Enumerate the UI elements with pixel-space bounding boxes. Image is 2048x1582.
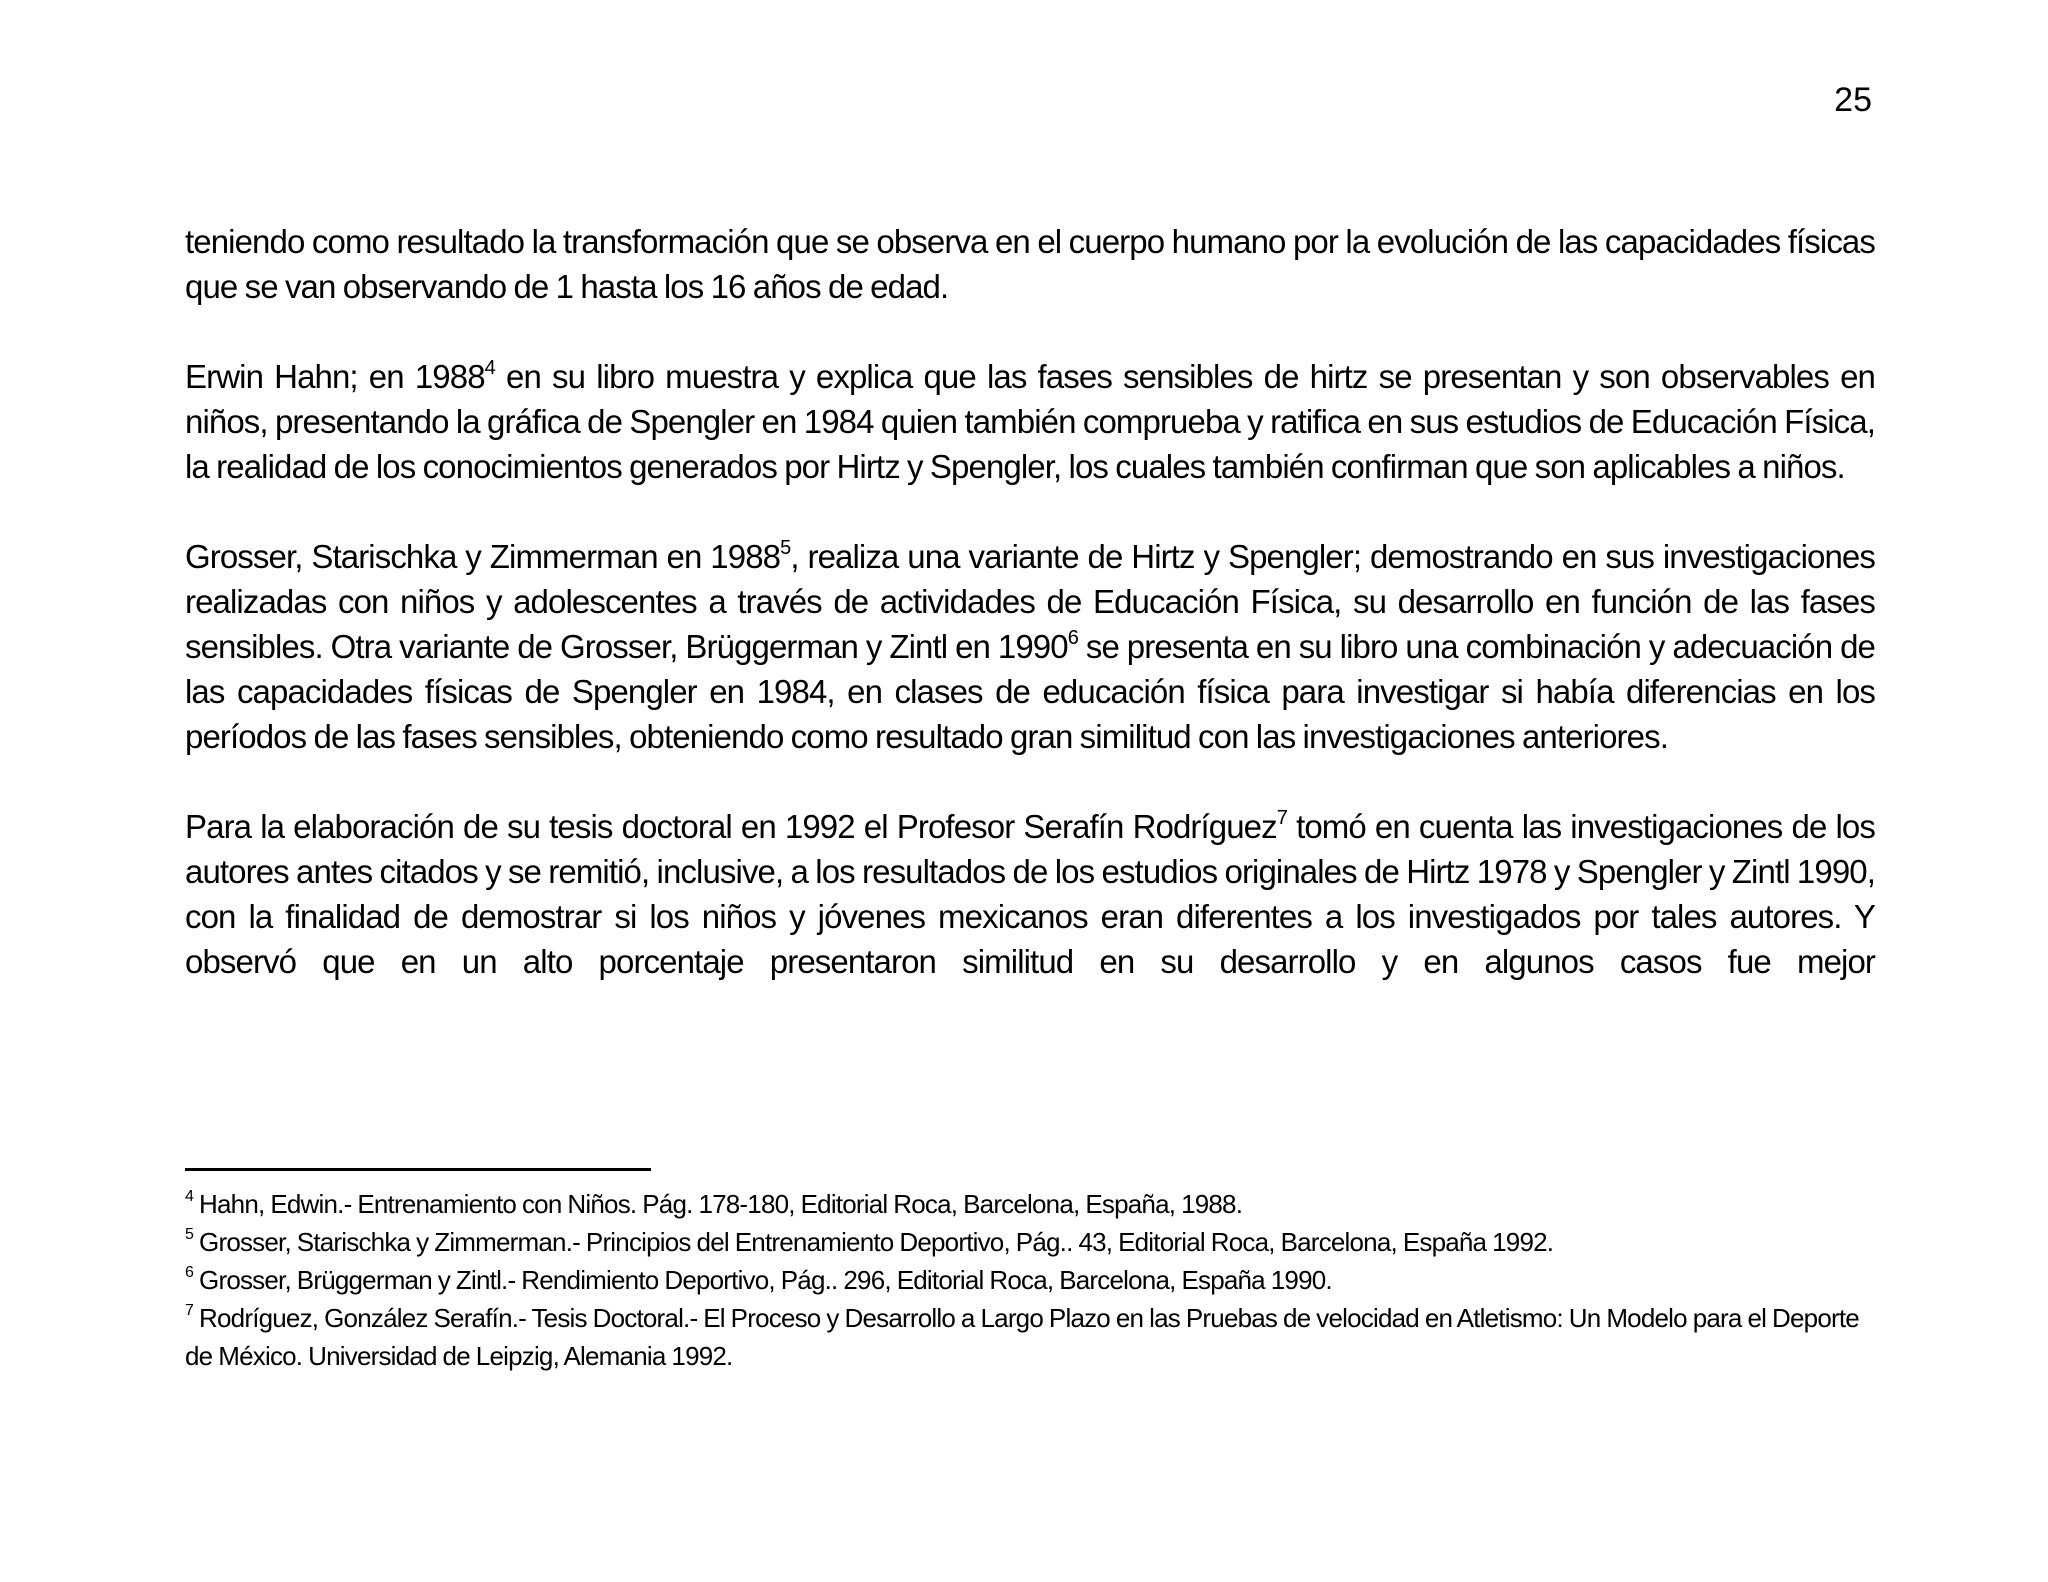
paragraph-2-text-a: Erwin Hahn; en 1988	[185, 358, 485, 395]
footnote-mark: 7	[185, 1302, 194, 1320]
paragraph-1-text: teniendo como resultado la transformación que se observa en el cuerpo humano por la evolución de las capacidades físicas que se van observando de 1 hasta los 16 años de edad.	[185, 223, 1875, 305]
footnote-item	[185, 1299, 1875, 1375]
paragraph-4-text-b: tomó en cuenta las investigaciones de los autores antes citados y se remitió, inclusive, a los resultados de los estudios originales de Hirtz 1978 y Spengler y Zintl 1990, con la finalidad de demostrar si los niños y jóvenes mexicanos eran diferentes a los investigados por tales autores. Y observó que en un alto porcentaje presentaron similitud en su desarrollo y en algunos casos fue mejor	[185, 808, 1875, 980]
footnote-ref-4[interactable]: 4	[484, 357, 495, 379]
footnote-separator	[185, 1168, 651, 1171]
paragraph-2	[185, 354, 1875, 489]
paragraph-2-text-b: en su libro muestra y explica que las fases sensibles de hirtz se presentan y son observables en niños, presentando la gráfica de Spengler en 1984 quien también comprueba y ratifica en sus estudios de Educación Física, la realidad de los conocimientos generados por Hirtz y Spengler, los cuales también confirman que son aplicables a niños.	[185, 358, 1875, 485]
paragraph-3-text-c: se presenta en su libro una combinación y adecuación de las capacidades físicas de Spengler en 1984, en clases de educación física para investigar si había diferencias en los períodos de las fases sensibles, obteniendo como resultado gran similitud con las investigaciones anteriores.	[185, 628, 1875, 755]
footnote-text: Hahn, Edwin.- Entrenamiento con Niños. Pág. 178-180, Editorial Roca, Barcelona, España, 1988.	[193, 1189, 1243, 1219]
body-text	[185, 219, 1875, 984]
paragraph-1	[185, 219, 1875, 309]
footnote-text: Grosser, Starischka y Zimmerman.- Principios del Entrenamiento Deportivo, Pág.. 43, Editorial Roca, Barcelona, España 1992.	[193, 1227, 1554, 1257]
footnote-ref-6[interactable]: 6	[1067, 627, 1078, 649]
paragraph-3-text-a: Grosser, Starischka y Zimmerman en 1988	[185, 538, 781, 575]
footnote-mark: 6	[185, 1264, 194, 1282]
footnote-item	[185, 1185, 1875, 1223]
paragraph-3	[185, 534, 1875, 759]
footnote-item	[185, 1261, 1875, 1299]
paragraph-4-text-a: Para la elaboración de su tesis doctoral en 1992 el Profesor Serafín Rodríguez	[185, 808, 1277, 845]
footnote-text: Rodríguez, González Serafín.- Tesis Doctoral.- El Proceso y Desarrollo a Largo Plazo en las Pruebas de velocidad en Atletismo: Un Modelo para el Deporte de México. Universidad de Leipzig, Alemania 1992.	[185, 1303, 1859, 1371]
footnote-mark: 5	[185, 1226, 194, 1244]
paragraph-3-text-b: , realiza una variante de Hirtz y Spengler; demostrando en sus investigaciones realizadas con niños y adolescentes a través de actividades de Educación Física, su desarrollo en función de las fases sensibles. Otra variante de Grosser, Brüggerman y Zintl en 1990	[185, 538, 1875, 665]
footnote-ref-7[interactable]: 7	[1276, 807, 1287, 829]
footnote-ref-5[interactable]: 5	[780, 537, 791, 559]
footnote-text: Grosser, Brüggerman y Zintl.- Rendimiento Deportivo, Pág.. 296, Editorial Roca, Barcelona, España 1990.	[193, 1265, 1332, 1295]
paragraph-4	[185, 804, 1875, 984]
footnotes	[185, 1185, 1875, 1375]
footnote-mark: 4	[185, 1188, 194, 1206]
footnote-item	[185, 1223, 1875, 1261]
page-number: 25	[1834, 81, 1872, 119]
